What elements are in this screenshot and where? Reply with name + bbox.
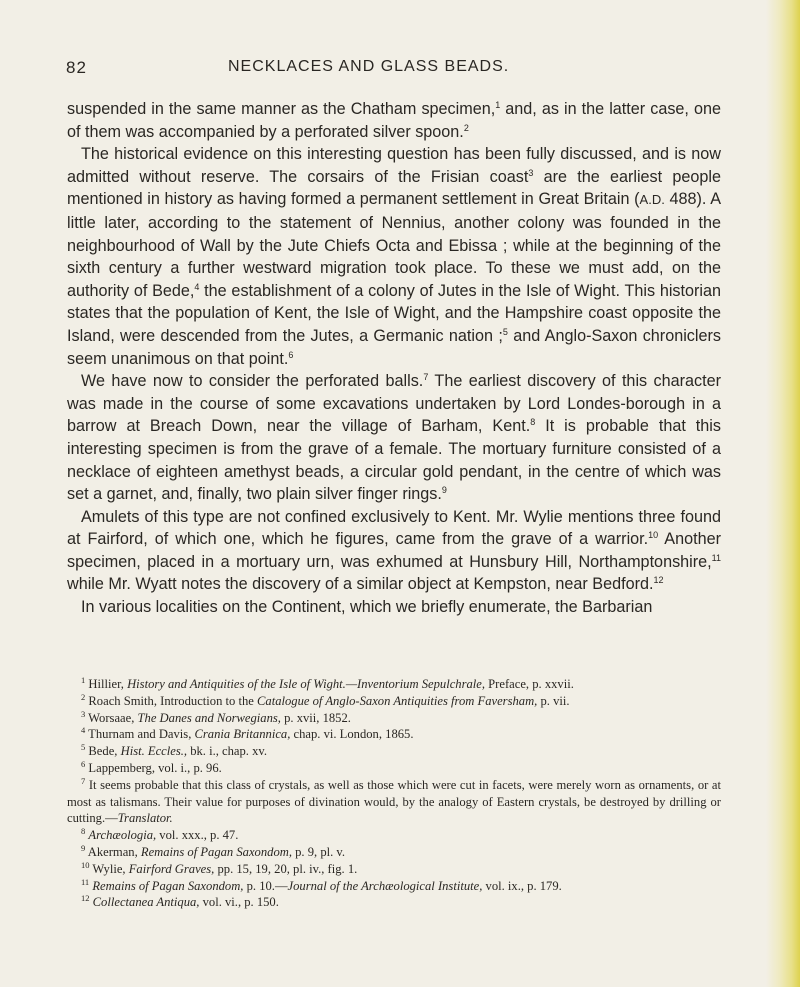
footnote-1: $^1$ Hillier, History and Antiquities of the Isle of Wight.—Inventorium Sepulchrale, Preface, p. xxvii. (81, 675, 574, 691)
footnote-8: $^8$ Archæologia, vol. xxx., p. 47. (81, 826, 239, 843)
paragraph-4: Amulets of this type are not confined exclusively to Kent. Mr. Wylie mentions three found at Fairford, of which one, which he figures, came from the grave of a warrior.$^{10}$ Another specimen, placed in a mortuary urn, was exhumed at Hunsbury Hill, Northamptonshire,$^{11}$ while Mr. Wyatt notes the discovery of a similar object at Kempston, near Bedford.$^{12}$ (67, 507, 721, 594)
footnote-ref: 6 (288, 349, 294, 360)
chapter-title: NECKLACES AND GLASS BEADS. (228, 58, 510, 75)
footnote-ref: 9 (441, 485, 447, 496)
running-head (66, 58, 716, 84)
page-number: 82 (66, 58, 87, 77)
footnote-7: $^7$ It seems probable that this class of crystals, as well as those which were cut in facets, were merely worn as ornaments, or at most as talismans. Their value for purposes of divination would, by the analogy of Eastern crystals, be destroyed by drilling or cutting.—Translator. (67, 775, 721, 826)
footnotes (67, 676, 721, 911)
footnote-ref: 8 (530, 417, 536, 428)
footnote-ref: 10 (648, 530, 659, 541)
paragraph-2: The historical evidence on this interesting question has been fully discussed, and is now admitted without reserve. The corsairs of the Frisian coast$^3$ are the earliest people mentioned in history as having formed a permanent settlement in Great Britain (A.D. 488). A little later, according to the statement of Nennius, another colony was founded in the neighbourhood of Wall by the Jute Chiefs Octa and Ebissa ; while at the beginning of the sixth century a further westward migration took place. To these we must add, on the authority of Bede,$^4$ the establishment of a colony of Jutes in the Isle of Wight. This historian states that the population of Kent, the Isle of Wight, and the Hampshire coast opposite the Island, were descended from the Jutes, a Germanic nation ;$^5$ and Anglo-Saxon chroniclers seem unanimous on that point.$^6$ (67, 145, 722, 368)
footnote-3: $^3$ Worsaae, The Danes and Norwegians, p. xvii, 1852. (81, 708, 351, 725)
footnote-12: $^{12}$ Collectanea Antiqua, vol. vi., p. 150. (81, 893, 279, 910)
footnote-ref: 5 (502, 326, 508, 337)
footnote-ref: 7 (423, 372, 429, 383)
footnote-ref: 11 (711, 552, 721, 563)
footnote-ref: 3 (528, 167, 534, 178)
footnote-5: $^5$ Bede, Hist. Eccles., bk. i., chap. xv. (81, 742, 268, 759)
footnote-ref: 12 (653, 575, 664, 586)
footnote-4: $^4$ Thurnam and Davis, Crania Britannica, chap. vi. London, 1865. (81, 725, 414, 742)
footnote-10: $^{10}$ Wylie, Fairford Graves, pp. 15, 19, 20, pl. iv., fig. 1. (81, 859, 358, 876)
paragraph-3: We have now to consider the perforated balls.$^7$ The earliest discovery of this character was made in the course of some excavations undertaken by Lord Londes-borough in a barrow at Breach Down, near the village of Barham, Kent.$^8$ It is probable that this interesting specimen is from the grave of a female. The mortuary furniture consisted of a necklace of eighteen amethyst beads, a circular gold pendant, in the centre of which was set a garnet, and, finally, two plain silver finger rings.$^9$ (67, 372, 721, 504)
footnote-11: $^{11}$ Remains of Pagan Saxondom, p. 10.—Journal of the Archæological Institute, vol. ix., p. 179. (81, 876, 562, 893)
footnote-ref: 2 (463, 122, 469, 133)
footnote-2: $^2$ Roach Smith, Introduction to the Catalogue of Anglo-Saxon Antiquities from Faversham, p. vii. (81, 691, 570, 708)
paragraph-1: suspended in the same manner as the Chatham specimen,$^1$ and, as in the latter case, one of them was accompanied by a perforated silver spoon.$^2$ (67, 100, 721, 141)
footnote-ref: 4 (194, 281, 200, 292)
footnote-6: $^6$ Lappemberg, vol. i., p. 96. (81, 758, 222, 775)
body-text (67, 98, 721, 619)
paragraph-5: In various localities on the Continent, which we briefly enumerate, the Barbarian (81, 598, 653, 617)
footnote-9: $^9$ Akerman, Remains of Pagan Saxondom, p. 9, pl. v. (81, 842, 346, 859)
footnote-ref: 1 (495, 100, 501, 110)
page-edge (766, 0, 800, 987)
